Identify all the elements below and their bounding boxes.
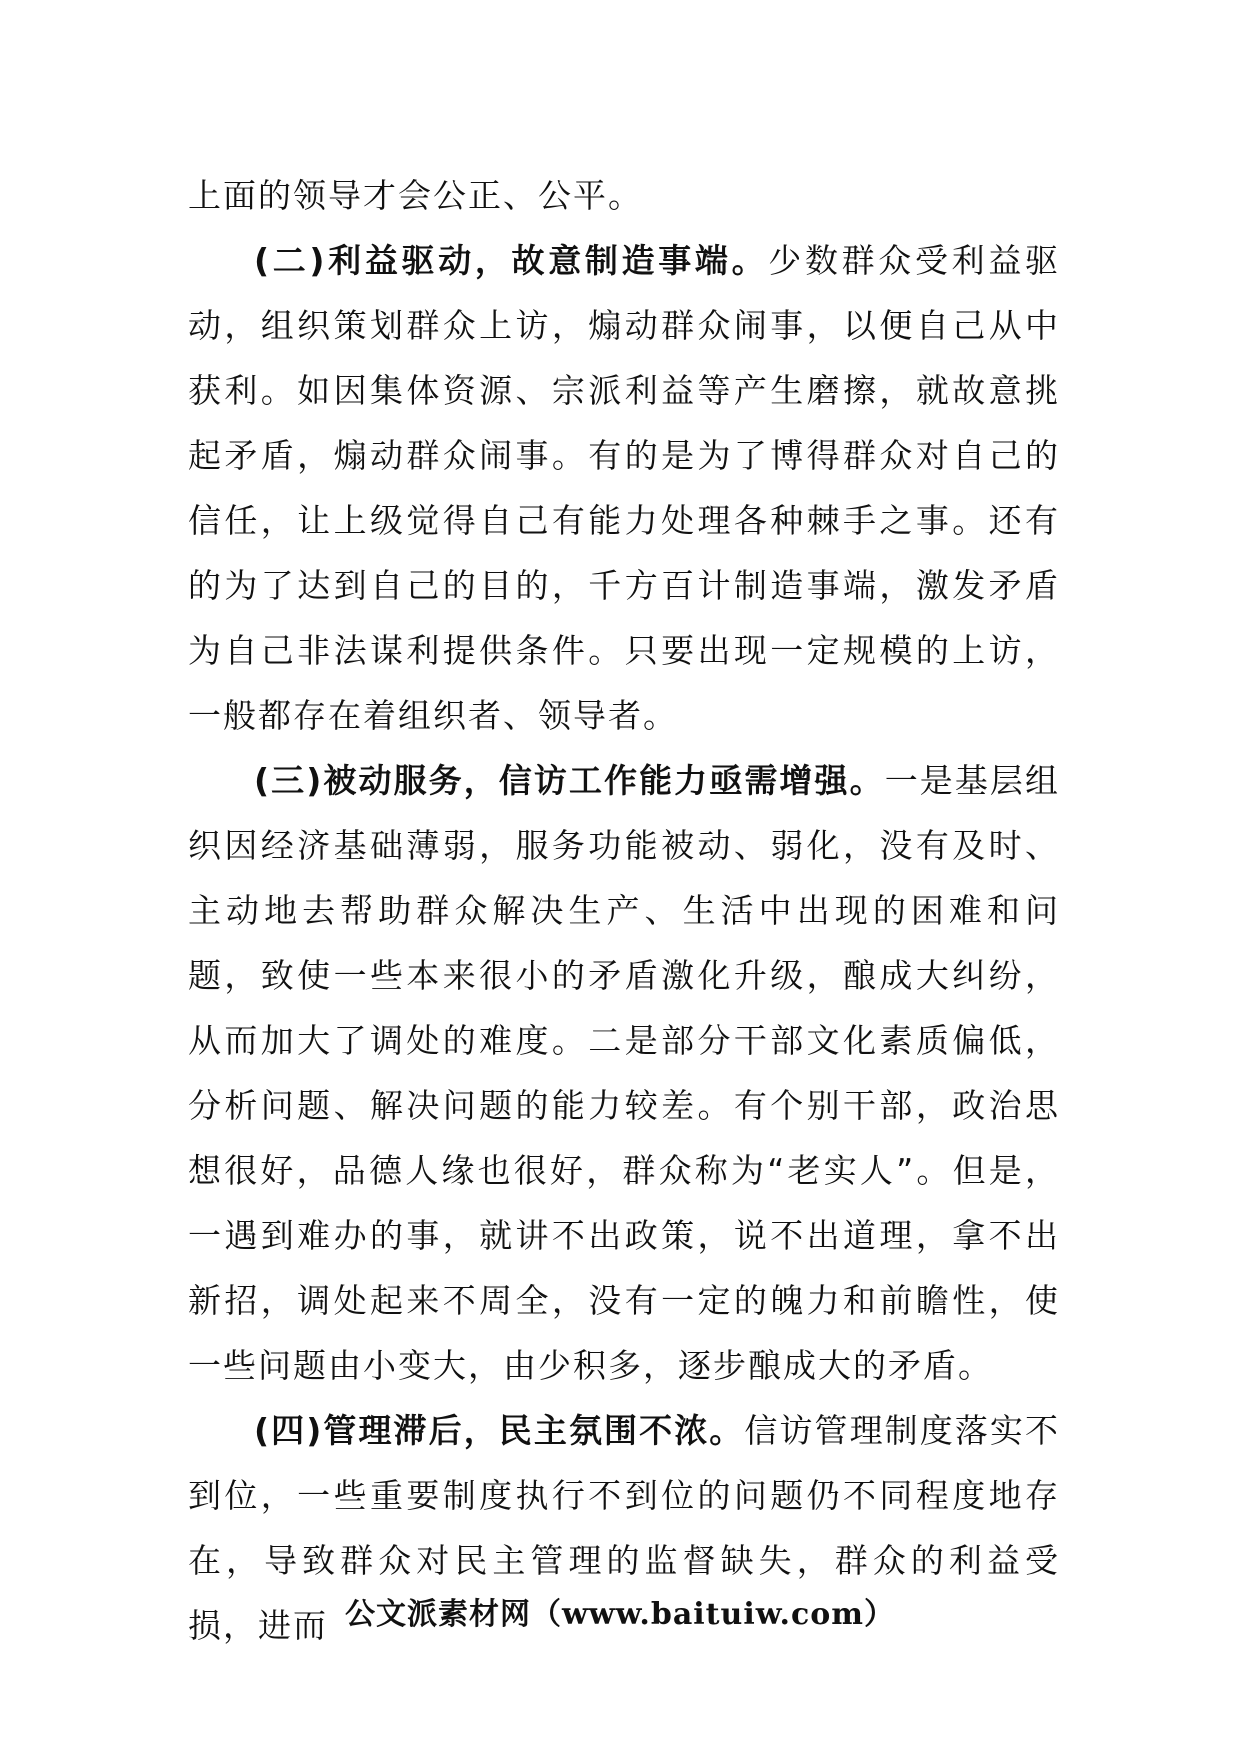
paragraph-section-3 — [188, 748, 1060, 1398]
section-heading: (四)管理滞后，民主氛围不浓。 — [254, 1411, 745, 1450]
paragraph-text: 上面的领导才会公正、公平。 — [188, 176, 643, 215]
document-body — [188, 163, 1060, 1658]
section-heading: (二)利益驱动，故意制造事端。 — [254, 241, 769, 280]
paragraph-section-2 — [188, 228, 1060, 748]
paragraph-text: 一是基层组织因经济基础薄弱，服务功能被动、弱化，没有及时、主动地去帮助群众解决生产、生活中出现的困难和问题，致使一些本来很小的矛盾激化升级，酿成大纠纷，从而加大了调处的难度。二是部分干部文化素质偏低，分析问题、解决问题的能力较差。有个别干部，政治思想很好，品德人缘也很好，群众称为“老实人”。但是，一遇到难办的事，就讲不出政策，说不出道理，拿不出新招，调处起来不周全，没有一定的魄力和前瞻性，使一些问题由小变大，由少积多，逐步酿成大的矛盾。 — [188, 761, 1061, 1385]
page-footer-watermark: 公文派素材网（www.baituiw.com） — [344, 1597, 896, 1632]
paragraph-text: 少数群众受利益驱动，组织策划群众上访，煽动群众闹事，以便自己从中获利。如因集体资源、宗派利益等产生磨擦，就故意挑起矛盾，煽动群众闹事。有的是为了博得群众对自己的信任，让上级觉得自己有能力处理各种棘手之事。还有的为了达到自己的目的，千方百计制造事端，激发矛盾为自己非法谋利提供条件。只要出现一定规模的上访，一般都存在着组织者、领导者。 — [188, 241, 1060, 735]
paragraph-continuation — [188, 163, 1060, 228]
paragraph-text: 信访管理制度落实不到位，一些重要制度执行不到位的问题仍不同程度地存在，导致群众对民主管理的监督缺失，群众的利益受损，进而 — [188, 1411, 1060, 1645]
section-heading: (三)被动服务，信访工作能力亟需增强。 — [254, 761, 885, 800]
